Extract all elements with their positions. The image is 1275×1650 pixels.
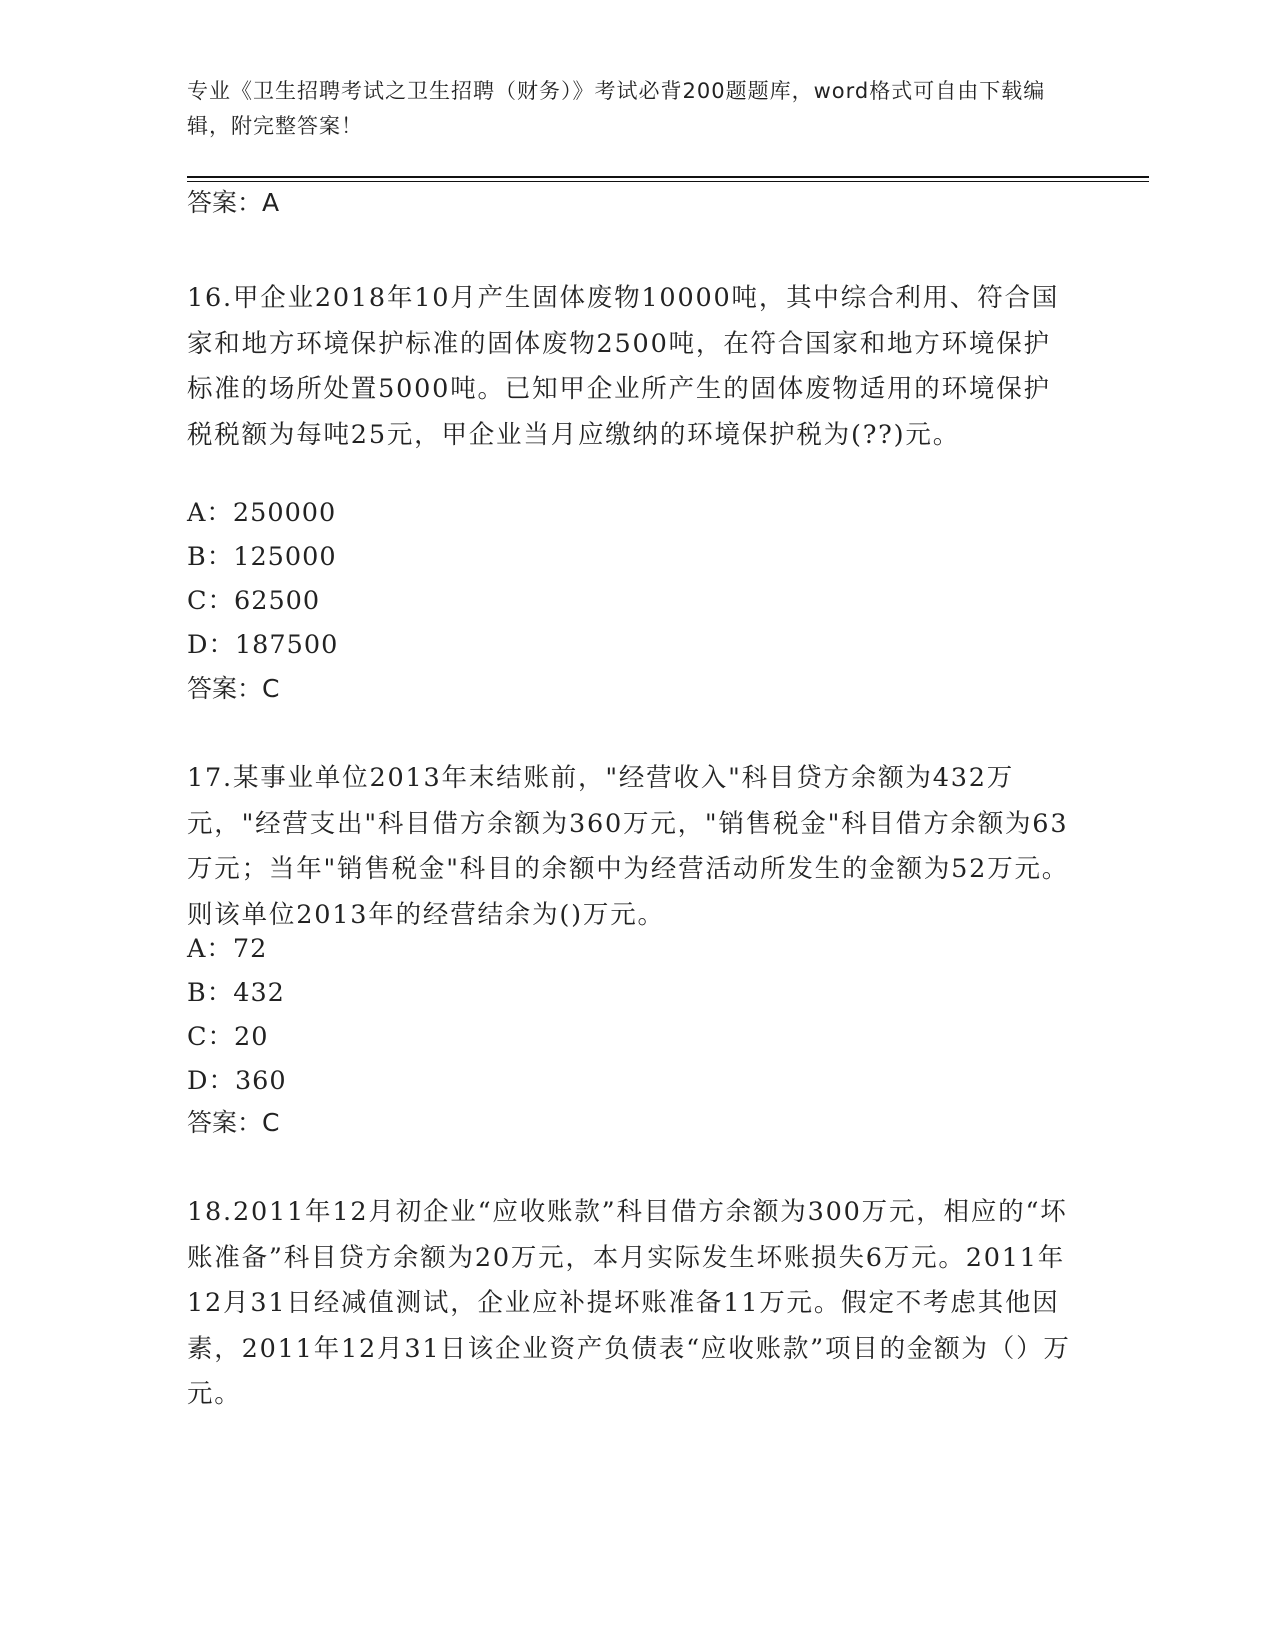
question-18-text: 18.2011年12月初企业“应收账款”科目借方余额为300万元，相应的“坏账准备”科目贷方余额为20万元，本月实际发生坏账损失6万元。2011年12月31日经减值测试，企业应补提坏账准备11万元。假定不考虑其他因素，2011年12月31日该企业资产负债表“应收账款”项目的金额为（）万元。 [187, 1197, 1071, 1409]
question-17-option-d: D：360 [187, 1066, 287, 1096]
question-17-text: 17.某事业单位2013年末结账前，"经营收入"科目贷方余额为432万元，"经营支出"科目借方余额为360万元，"销售税金"科目借方余额为63万元；当年"销售税金"科目的余额中为经营活动所发生的金额为52万元。则该单位2013年的经营结余为()万元。 [187, 763, 1070, 930]
question-17-option-c: C：20 [187, 1022, 269, 1052]
question-16-option-a: A：250000 [187, 498, 337, 528]
question-16-option-c: C：62500 [187, 586, 321, 616]
question-17-option-b: B：432 [187, 978, 285, 1008]
previous-answer: 答案：A [187, 188, 280, 217]
question-17-answer: 答案：C [187, 1108, 280, 1137]
question-17-option-a: A：72 [187, 934, 268, 964]
header-rule-thick [187, 176, 1149, 178]
question-16-option-b: B：125000 [187, 542, 337, 572]
question-16-option-d: D：187500 [187, 630, 339, 660]
document-header: 专业《卫生招聘考试之卫生招聘（财务）》考试必背200题题库，word格式可自由下载编辑，附完整答案！ [187, 79, 1046, 138]
question-16-answer: 答案：C [187, 674, 280, 703]
question-16-text: 16.甲企业2018年10月产生固体废物10000吨，其中综合利用、符合国家和地方环境保护标准的固体废物2500吨，在符合国家和地方环境保护标准的场所处置5000吨。已知甲企业所产生的固体废物适用的环境保护税税额为每吨25元，甲企业当月应缴纳的环境保护税为(??)元。 [187, 283, 1060, 450]
header-rule-thin [187, 181, 1149, 182]
